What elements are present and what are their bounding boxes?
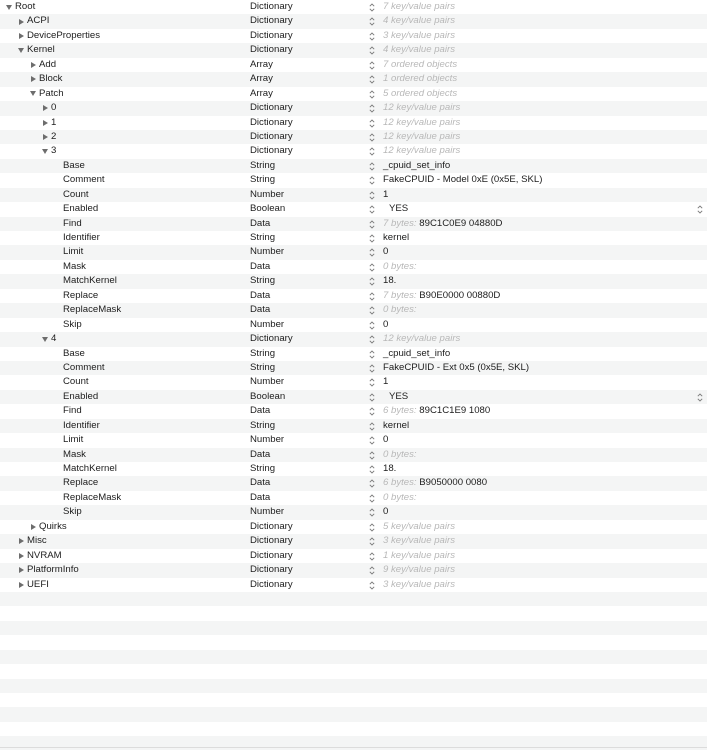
value-cell[interactable]: 0 [383, 434, 389, 446]
outline-row[interactable] [0, 491, 707, 505]
outline-row[interactable] [0, 217, 707, 231]
key-label[interactable]: Replace [63, 477, 99, 489]
key-label[interactable]: MatchKernel [63, 275, 117, 287]
disclosure-triangle-right-icon[interactable] [40, 130, 50, 144]
disclosure-triangle-right-icon[interactable] [28, 520, 38, 534]
disclosure-triangle-right-icon[interactable] [28, 58, 38, 72]
key-label[interactable]: Limit [63, 246, 84, 258]
outline-row[interactable] [0, 245, 707, 259]
value-cell[interactable]: FakeCPUID - Model 0xE (0x5E, SKL) [383, 174, 543, 186]
value-cell[interactable]: kernel [383, 419, 410, 431]
data-byte-count: 7 bytes: [383, 217, 417, 229]
up-down-chevron-icon[interactable] [369, 292, 375, 301]
up-down-chevron-icon[interactable] [369, 335, 375, 344]
value-cell[interactable]: 1 ordered objects [383, 73, 458, 85]
up-down-chevron-icon[interactable] [369, 133, 375, 142]
data-byte-count: 6 bytes: [383, 477, 417, 489]
outline-row[interactable] [0, 87, 707, 101]
type-label[interactable]: Dictionary [250, 1, 293, 12]
type-label[interactable]: Data [250, 491, 271, 503]
outline-row[interactable] [0, 390, 707, 404]
outline-row[interactable] [0, 159, 707, 173]
value-cell[interactable]: 12 key/value pairs [383, 116, 461, 128]
up-down-chevron-icon[interactable] [369, 3, 375, 12]
outline-row[interactable] [0, 375, 707, 389]
data-byte-count: 7 bytes: [383, 289, 417, 301]
type-label[interactable]: Dictionary [250, 116, 293, 128]
value-cell[interactable]: kernel [383, 232, 410, 243]
outline-row[interactable] [0, 361, 707, 375]
value-cell[interactable]: 4 key/value pairs [383, 44, 455, 56]
value-cell[interactable]: 1 key/value pairs [383, 549, 455, 561]
up-down-chevron-icon[interactable] [369, 119, 375, 128]
outline-row[interactable] [0, 101, 707, 115]
type-label[interactable]: Dictionary [250, 145, 293, 157]
outline-row[interactable] [0, 188, 707, 202]
up-down-chevron-icon[interactable] [369, 479, 375, 488]
type-label[interactable]: Data [250, 448, 271, 460]
disclosure-triangle-down-icon[interactable] [40, 144, 50, 158]
key-label[interactable]: DeviceProperties [27, 29, 101, 41]
type-label[interactable]: Dictionary [250, 130, 293, 142]
up-down-chevron-icon[interactable] [369, 147, 375, 156]
outline-row[interactable] [0, 404, 707, 418]
key-label[interactable]: Comment [63, 361, 105, 373]
value-cell[interactable]: 4 key/value pairs [383, 15, 455, 27]
outline-row[interactable] [0, 274, 707, 288]
outline-row[interactable] [0, 0, 707, 14]
up-down-chevron-icon[interactable] [369, 46, 375, 55]
key-label[interactable]: 3 [51, 145, 57, 157]
key-label[interactable]: UEFI [27, 578, 49, 590]
type-label[interactable]: String [250, 347, 276, 359]
up-down-chevron-icon[interactable] [369, 176, 375, 185]
outline-row[interactable] [0, 72, 707, 86]
key-label[interactable]: 2 [51, 130, 57, 142]
up-down-chevron-icon[interactable] [369, 407, 375, 416]
up-down-chevron-icon[interactable] [369, 263, 375, 272]
type-label[interactable]: Number [250, 506, 285, 518]
value-cell[interactable]: 12 key/value pairs [383, 130, 461, 142]
type-label[interactable]: String [250, 419, 276, 431]
type-label[interactable]: String [250, 159, 276, 171]
up-down-chevron-icon[interactable] [369, 90, 375, 99]
up-down-chevron-icon[interactable] [369, 32, 375, 41]
key-label[interactable]: Replace [63, 289, 99, 301]
up-down-chevron-icon[interactable] [369, 234, 375, 243]
disclosure-triangle-right-icon[interactable] [16, 549, 26, 563]
key-label[interactable]: Block [39, 73, 63, 85]
outline-row[interactable] [0, 534, 707, 548]
up-down-chevron-icon[interactable] [369, 162, 375, 171]
data-bytes: B9050000 0080 [419, 477, 488, 489]
key-label[interactable]: Skip [63, 506, 82, 518]
disclosure-triangle-right-icon[interactable] [16, 563, 26, 577]
disclosure-triangle-down-icon[interactable] [16, 43, 26, 57]
key-label[interactable]: Base [63, 159, 85, 171]
disclosure-triangle-right-icon[interactable] [40, 116, 50, 130]
value-cell[interactable]: 0 bytes: [383, 304, 417, 316]
key-label[interactable]: Skip [63, 318, 82, 330]
up-down-chevron-icon[interactable] [369, 566, 375, 575]
up-down-chevron-icon[interactable] [369, 321, 375, 330]
outline-row[interactable] [0, 332, 707, 346]
empty-row [0, 621, 707, 635]
outline-row[interactable] [0, 43, 707, 57]
value-cell[interactable]: 3 key/value pairs [383, 578, 455, 590]
key-label[interactable]: PlatformInfo [27, 564, 79, 576]
up-down-chevron-icon[interactable] [369, 248, 375, 257]
outline-row[interactable] [0, 303, 707, 317]
disclosure-triangle-right-icon[interactable] [16, 29, 26, 43]
value-cell[interactable]: 3 key/value pairs [383, 535, 455, 547]
outline-row[interactable] [0, 578, 707, 592]
up-down-chevron-icon[interactable] [369, 393, 375, 402]
outline-row[interactable] [0, 505, 707, 519]
key-label[interactable]: ACPI [27, 15, 50, 27]
type-label[interactable]: Dictionary [250, 520, 293, 532]
type-label[interactable]: Array [250, 87, 273, 99]
key-label[interactable]: Count [63, 188, 89, 200]
empty-row [0, 635, 707, 649]
type-label[interactable]: Number [250, 246, 285, 258]
value-cell[interactable]: 1 [383, 188, 389, 200]
value-cell[interactable]: 0 [383, 318, 389, 330]
value-cell[interactable]: 5 key/value pairs [383, 520, 455, 532]
value-cell[interactable] [383, 476, 487, 490]
empty-row [0, 664, 707, 678]
key-label[interactable]: Enabled [63, 390, 99, 402]
up-down-chevron-icon[interactable] [369, 581, 375, 590]
type-label[interactable]: String [250, 174, 276, 186]
type-label[interactable]: Dictionary [250, 29, 293, 41]
up-down-chevron-icon[interactable] [369, 552, 375, 561]
value-cell[interactable]: 7 key/value pairs [383, 1, 455, 12]
value-cell[interactable]: 18. [383, 275, 397, 287]
bottom-divider [0, 747, 707, 748]
value-cell[interactable]: 12 key/value pairs [383, 333, 461, 345]
value-cell[interactable]: _cpuid_set_info [383, 347, 451, 359]
key-label[interactable]: Identifier [63, 232, 100, 243]
up-down-chevron-icon[interactable] [369, 537, 375, 546]
value-cell[interactable]: 1 [383, 376, 389, 388]
value-cell[interactable] [383, 289, 500, 303]
up-down-chevron-icon[interactable] [369, 350, 375, 359]
type-label[interactable]: Array [250, 73, 273, 85]
outline-row[interactable] [0, 549, 707, 563]
type-label[interactable]: Dictionary [250, 535, 293, 547]
up-down-chevron-icon[interactable] [369, 61, 375, 70]
key-label[interactable]: 1 [51, 116, 57, 128]
outline-row[interactable] [0, 476, 707, 490]
key-label[interactable]: Misc [27, 535, 47, 547]
up-down-chevron-icon[interactable] [369, 17, 375, 26]
up-down-chevron-icon[interactable] [369, 436, 375, 445]
outline-row[interactable] [0, 14, 707, 28]
type-label[interactable]: Number [250, 434, 285, 446]
outline-row[interactable] [0, 58, 707, 72]
empty-row [0, 707, 707, 721]
type-label[interactable]: Number [250, 318, 285, 330]
outline-row[interactable] [0, 29, 707, 43]
outline-row[interactable] [0, 419, 707, 433]
value-cell[interactable]: FakeCPUID - Ext 0x5 (0x5E, SKL) [383, 361, 530, 373]
key-label[interactable]: Limit [63, 434, 84, 446]
key-label[interactable]: 4 [51, 333, 57, 345]
type-label[interactable]: Data [250, 304, 271, 316]
type-label[interactable]: String [250, 463, 276, 474]
up-down-chevron-icon[interactable] [369, 205, 375, 214]
empty-row [0, 679, 707, 693]
empty-row [0, 606, 707, 620]
type-label[interactable]: Data [250, 217, 271, 229]
value-cell[interactable]: 12 key/value pairs [383, 102, 461, 114]
value-cell[interactable]: 9 key/value pairs [383, 564, 455, 576]
key-label[interactable]: ReplaceMask [63, 304, 122, 316]
outline-row[interactable] [0, 130, 707, 144]
key-label[interactable]: Quirks [39, 520, 67, 532]
type-label[interactable]: Array [250, 58, 273, 70]
outline-row[interactable] [0, 520, 707, 534]
key-label[interactable]: MatchKernel [63, 463, 117, 474]
up-down-chevron-icon[interactable] [369, 191, 375, 200]
outline-row[interactable] [0, 202, 707, 216]
outline-row[interactable] [0, 116, 707, 130]
outline-row[interactable] [0, 563, 707, 577]
data-bytes: 89C1C1E9 1080 [419, 405, 491, 417]
type-label[interactable]: Dictionary [250, 549, 293, 561]
empty-row [0, 722, 707, 736]
key-label[interactable]: Comment [63, 174, 105, 186]
type-label[interactable]: Data [250, 405, 271, 417]
up-down-chevron-icon[interactable] [369, 494, 375, 503]
key-label[interactable]: ReplaceMask [63, 491, 122, 503]
up-down-chevron-icon[interactable] [697, 205, 703, 214]
key-label[interactable]: Mask [63, 260, 86, 272]
key-label[interactable]: Identifier [63, 419, 100, 431]
disclosure-triangle-down-icon[interactable] [28, 87, 38, 101]
key-label[interactable]: Add [39, 58, 57, 70]
type-label[interactable]: Data [250, 289, 271, 301]
data-bytes: B90E0000 00880D [419, 289, 501, 301]
outline-row[interactable] [0, 433, 707, 447]
up-down-chevron-icon[interactable] [369, 451, 375, 460]
outline-row[interactable] [0, 231, 707, 245]
empty-row [0, 650, 707, 664]
key-label[interactable]: Enabled [63, 203, 99, 215]
key-label[interactable]: Find [63, 217, 82, 229]
disclosure-triangle-right-icon[interactable] [16, 14, 26, 28]
type-label[interactable]: String [250, 361, 276, 373]
value-cell[interactable]: YES [389, 390, 409, 402]
outline-row[interactable] [0, 144, 707, 158]
value-cell[interactable]: _cpuid_set_info [383, 159, 451, 171]
disclosure-triangle-right-icon[interactable] [16, 534, 26, 548]
up-down-chevron-icon[interactable] [369, 306, 375, 315]
value-cell[interactable]: 7 ordered objects [383, 58, 458, 70]
type-label[interactable]: Data [250, 260, 271, 272]
up-down-chevron-icon[interactable] [369, 364, 375, 373]
data-byte-count: 6 bytes: [383, 405, 417, 417]
disclosure-triangle-right-icon[interactable] [40, 101, 50, 115]
up-down-chevron-icon[interactable] [369, 75, 375, 84]
value-cell[interactable]: 5 ordered objects [383, 87, 458, 99]
key-label[interactable]: Base [63, 347, 85, 359]
value-cell[interactable]: 12 key/value pairs [383, 145, 461, 157]
type-label[interactable]: Dictionary [250, 102, 293, 114]
up-down-chevron-icon[interactable] [369, 465, 375, 474]
value-cell[interactable]: YES [389, 203, 409, 215]
type-label[interactable]: String [250, 232, 276, 243]
outline-row[interactable] [0, 318, 707, 332]
value-cell[interactable]: 0 bytes: [383, 491, 417, 503]
up-down-chevron-icon[interactable] [369, 508, 375, 517]
type-label[interactable]: Dictionary [250, 564, 293, 576]
outline-row[interactable] [0, 260, 707, 274]
outline-row[interactable] [0, 462, 707, 476]
value-cell[interactable]: 0 bytes: [383, 260, 417, 272]
outline-row[interactable] [0, 289, 707, 303]
disclosure-triangle-down-icon[interactable] [4, 0, 14, 14]
up-down-chevron-icon[interactable] [369, 378, 375, 387]
key-label[interactable]: Find [63, 405, 82, 417]
key-label[interactable]: Count [63, 376, 89, 388]
key-label[interactable]: NVRAM [27, 549, 62, 561]
key-label[interactable]: Patch [39, 87, 64, 99]
value-cell[interactable] [383, 217, 503, 231]
type-label[interactable]: Dictionary [250, 44, 293, 56]
disclosure-triangle-right-icon[interactable] [16, 578, 26, 592]
value-cell[interactable]: 3 key/value pairs [383, 29, 455, 41]
outline-row[interactable] [0, 347, 707, 361]
value-cell[interactable]: 0 bytes: [383, 448, 417, 460]
value-cell[interactable]: 0 [383, 506, 389, 518]
up-down-chevron-icon[interactable] [369, 523, 375, 532]
empty-row [0, 693, 707, 707]
key-label[interactable]: 0 [51, 102, 57, 114]
data-bytes: 89C1C0E9 04880D [419, 217, 503, 229]
up-down-chevron-icon[interactable] [697, 393, 703, 402]
empty-row [0, 592, 707, 606]
type-label[interactable]: Data [250, 477, 271, 489]
value-cell[interactable] [383, 404, 490, 418]
disclosure-triangle-right-icon[interactable] [28, 72, 38, 86]
up-down-chevron-icon[interactable] [369, 104, 375, 113]
key-label[interactable]: Mask [63, 448, 86, 460]
up-down-chevron-icon[interactable] [369, 422, 375, 431]
up-down-chevron-icon[interactable] [369, 220, 375, 229]
type-label[interactable]: Number [250, 376, 285, 388]
type-label[interactable]: Boolean [250, 203, 286, 215]
key-label[interactable]: Kernel [27, 44, 55, 56]
type-label[interactable]: Number [250, 188, 285, 200]
type-label[interactable]: Boolean [250, 390, 286, 402]
outline-row[interactable] [0, 173, 707, 187]
disclosure-triangle-down-icon[interactable] [40, 332, 50, 346]
type-label[interactable]: Dictionary [250, 15, 293, 27]
key-label[interactable]: Root [15, 1, 36, 12]
type-label[interactable]: Dictionary [250, 333, 293, 345]
type-label[interactable]: Dictionary [250, 578, 293, 590]
outline-row[interactable] [0, 448, 707, 462]
value-cell[interactable]: 0 [383, 246, 389, 258]
type-label[interactable]: String [250, 275, 276, 287]
up-down-chevron-icon[interactable] [369, 277, 375, 286]
value-cell[interactable]: 18. [383, 463, 397, 474]
